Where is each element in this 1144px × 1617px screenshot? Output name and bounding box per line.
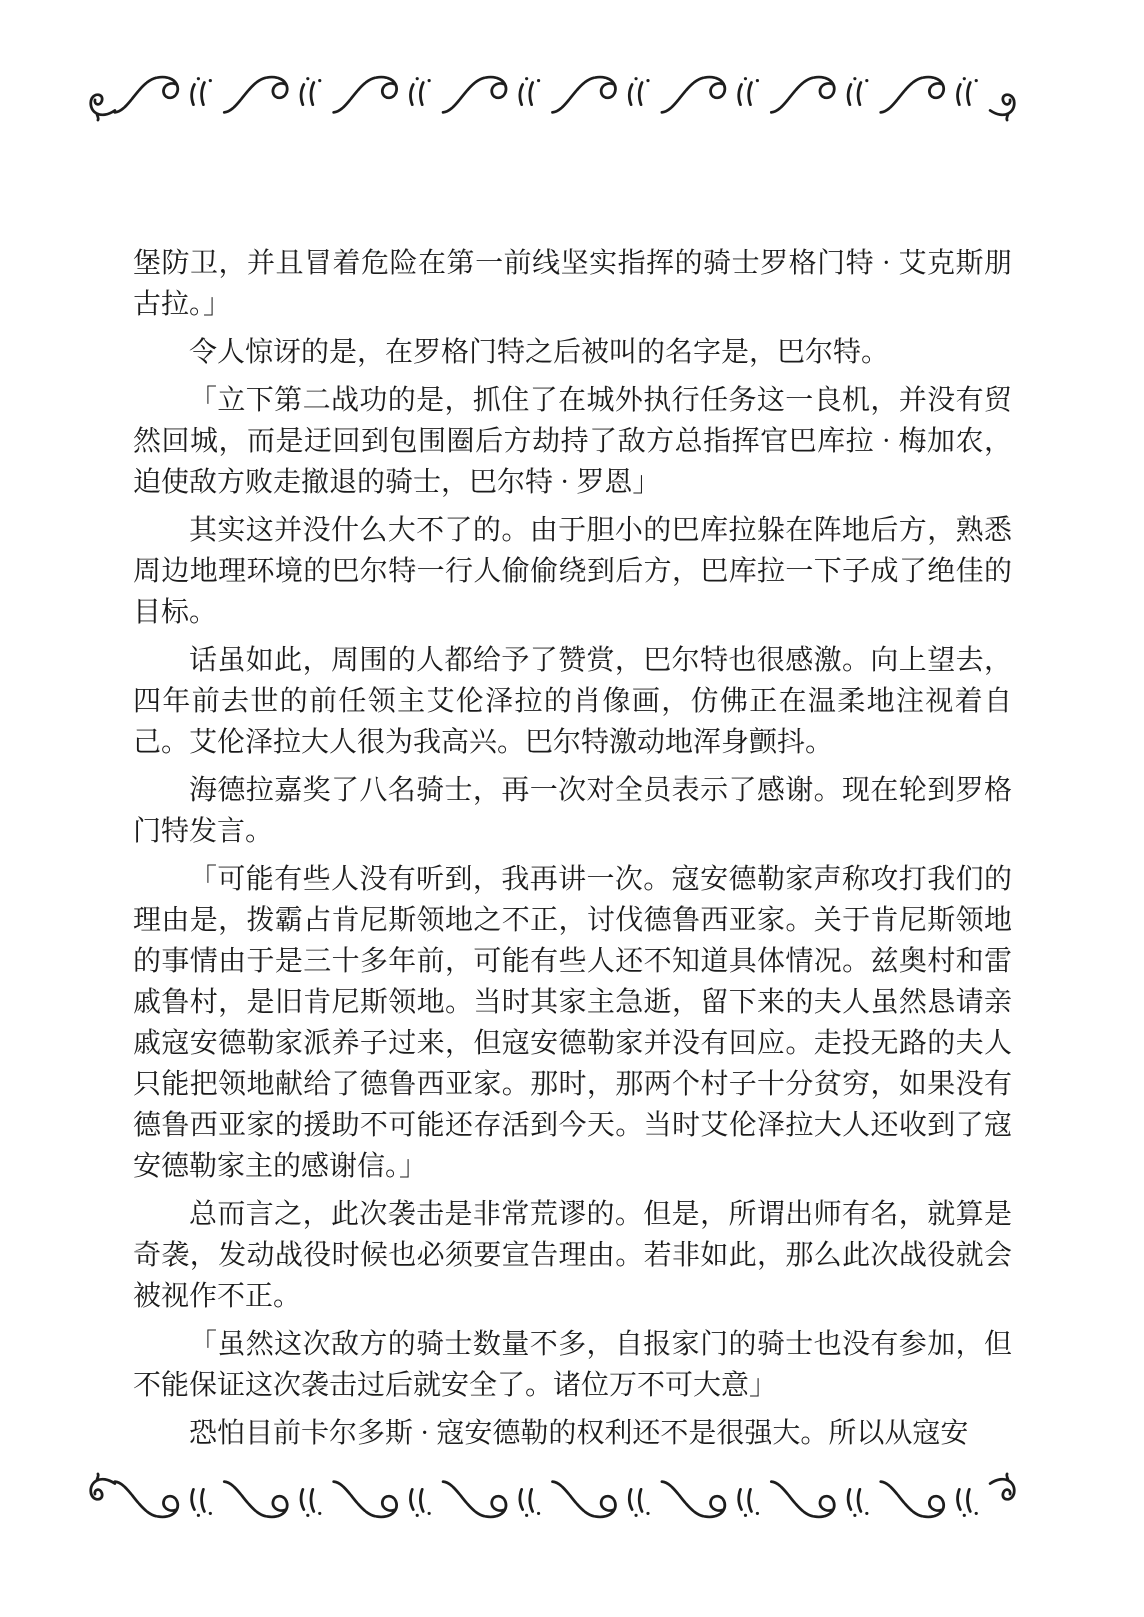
- paragraph: 「虽然这次敌方的骑士数量不多，自报家门的骑士也没有参加，但不能保证这次袭击过后就安全了。诸位万不可大意」: [133, 1329, 1012, 1401]
- top-flourish-ornament-icon: [85, 70, 1020, 122]
- bottom-flourish-ornament-icon: [85, 1472, 1020, 1524]
- paragraph: 恐怕目前卡尔多斯 · 寇安德勒的权利还不是很强大。所以从寇安: [189, 1418, 969, 1449]
- paragraph: 堡防卫，并且冒着危险在第一前线坚实指挥的骑士罗格门特 · 艾克斯朋古拉。」: [133, 248, 1012, 320]
- paragraph: 「立下第二战功的是，抓住了在城外执行任务这一良机，并没有贸然回城，而是迂回到包围圈后方劫持了敌方总指挥官巴库拉 · 梅加农，迫使敌方败走撤退的骑士，巴尔特 · 罗恩」: [133, 385, 1012, 498]
- paragraph: 海德拉嘉奖了八名骑士，再一次对全员表示了感谢。现在轮到罗格门特发言。: [133, 775, 1012, 847]
- paragraph: 话虽如此，周围的人都给予了赞赏，巴尔特也很感激。向上望去，四年前去世的前任领主艾伦泽拉的肖像画，仿佛正在温柔地注视着自己。艾伦泽拉大人很为我高兴。巴尔特激动地浑身颤抖。: [133, 645, 1012, 758]
- novel-text-block: [133, 243, 1012, 1461]
- paragraph: 总而言之，此次袭击是非常荒谬的。但是，所谓出师有名，就算是奇袭，发动战役时候也必须要宣告理由。若非如此，那么此次战役就会被视作不正。: [133, 1199, 1012, 1312]
- paragraph: 其实这并没什么大不了的。由于胆小的巴库拉躲在阵地后方，熟悉周边地理环境的巴尔特一行人偷偷绕到后方，巴库拉一下子成了绝佳的目标。: [133, 515, 1012, 628]
- paragraph: 「可能有些人没有听到，我再讲一次。寇安德勒家声称攻打我们的理由是，拨霸占肯尼斯领地之不正，讨伐德鲁西亚家。关于肯尼斯领地的事情由于是三十多年前，可能有些人还不知道具体情况。兹奥村和雷戚鲁村，是旧肯尼斯领地。当时其家主急逝，留下来的夫人虽然恳请亲戚寇安德勒家派养子过来，但寇安德勒家并没有回应。走投无路的夫人只能把领地献给了德鲁西亚家。那时，那两个村子十分贫穷，如果没有德鲁西亚家的援助不可能还存活到今天。当时艾伦泽拉大人还收到了寇安德勒家主的感谢信。」: [133, 864, 1012, 1182]
- paragraph: 令人惊讶的是，在罗格门特之后被叫的名字是，巴尔特。: [189, 337, 890, 368]
